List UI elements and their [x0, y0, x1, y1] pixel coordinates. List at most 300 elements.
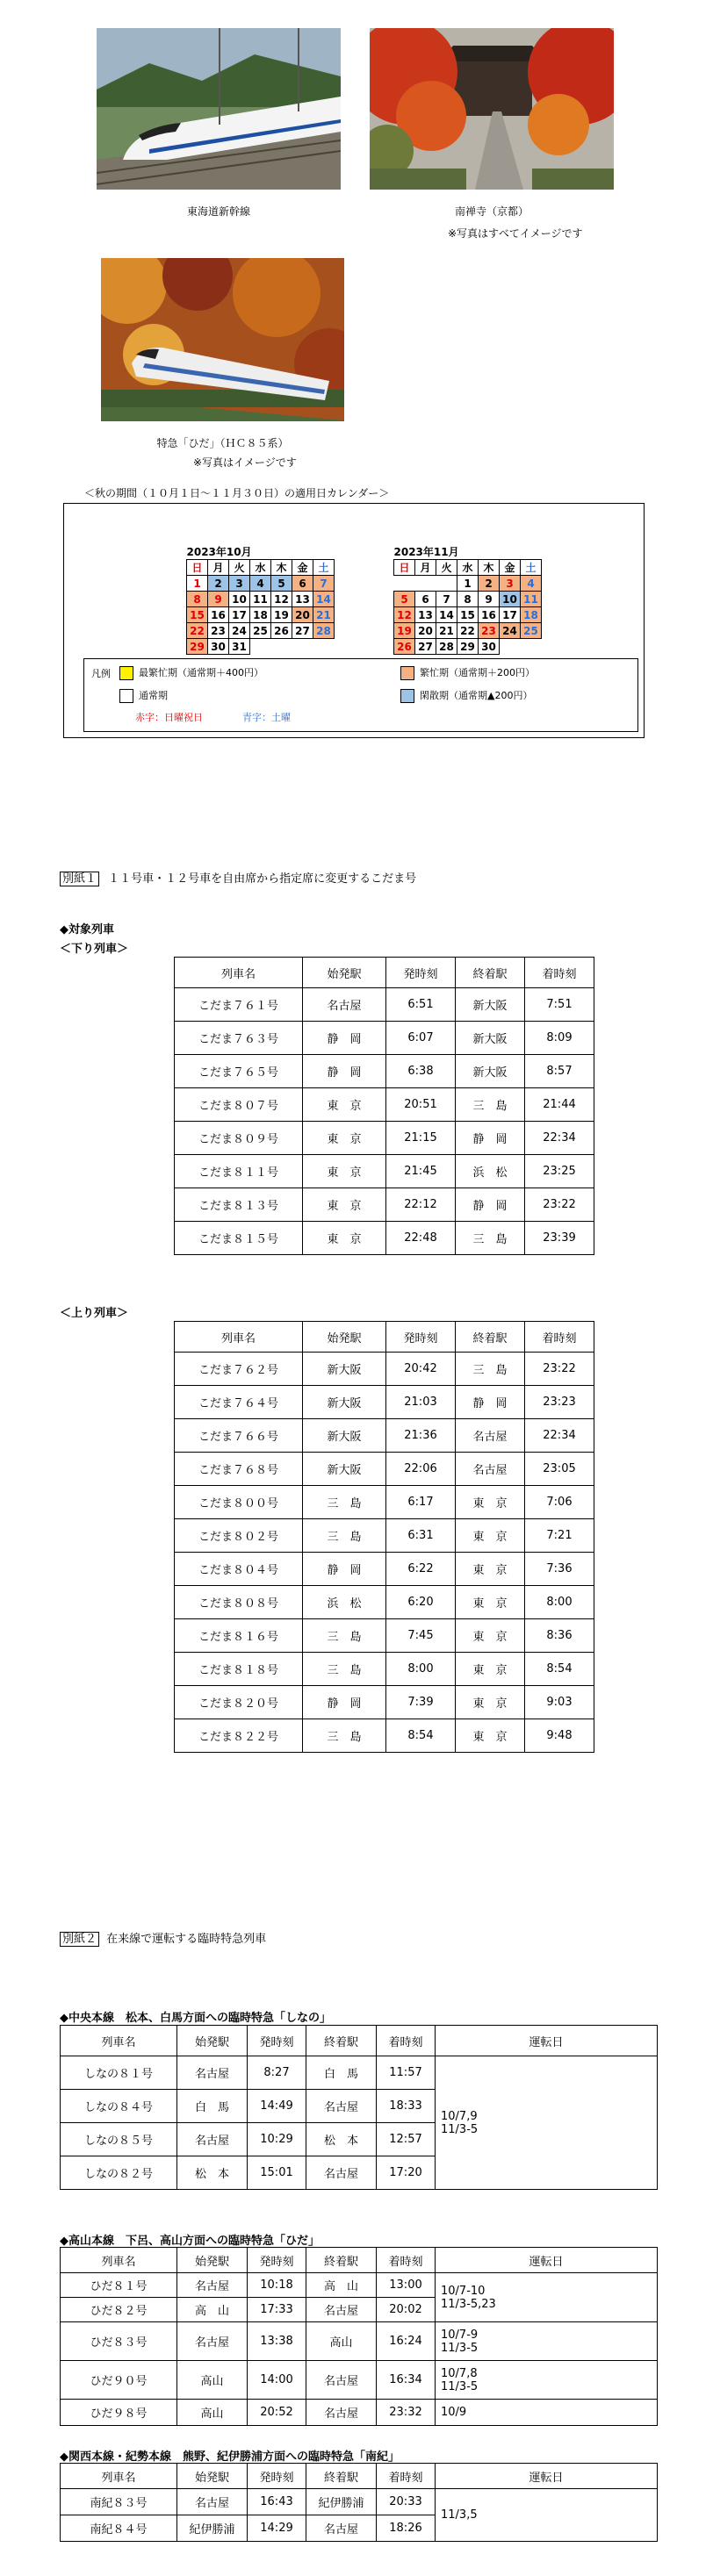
cell: 21:45 [386, 1155, 456, 1188]
nanki-table [60, 2463, 658, 2542]
cal-day: 17 [229, 607, 250, 623]
cell: 静 岡 [456, 1188, 525, 1222]
legend-busy-text: 繁忙期（通常期＋200円） [420, 667, 535, 678]
cell: 東 京 [456, 1519, 525, 1553]
table-row [175, 1419, 594, 1453]
cal-day: 9 [479, 592, 500, 607]
wd-fri: 金 [292, 560, 313, 576]
cell: 7:36 [525, 1553, 594, 1586]
cell: 14:49 [248, 2090, 306, 2123]
cell: 三 島 [303, 1519, 386, 1553]
legend-blue-note: 青字：土曜 [242, 712, 291, 723]
cal-day: 5 [394, 592, 415, 607]
cell: 新大阪 [456, 988, 525, 1022]
cell: 9:03 [525, 1686, 594, 1719]
cell: 22:34 [525, 1122, 594, 1155]
cal-day: 12 [271, 592, 292, 607]
cell: こだま８２２号 [175, 1719, 303, 1753]
cell: 14:29 [248, 2515, 306, 2542]
shinano-days [436, 2056, 658, 2190]
cell: こだま７６４号 [175, 1386, 303, 1419]
col-origin: 始発駅 [177, 2026, 248, 2056]
legend-off-text: 閑散期（通常期▲200円） [420, 690, 533, 701]
cell: 6:22 [386, 1553, 456, 1586]
down-trains-body [175, 988, 594, 1255]
cal-day: 27 [415, 639, 436, 655]
cal-day: 2 [208, 576, 229, 592]
table-row [175, 1619, 594, 1653]
col-arr: 着時刻 [377, 2464, 436, 2489]
cal-day: 29 [457, 639, 479, 655]
wd-thu: 木 [271, 560, 292, 576]
cell: 三 島 [303, 1486, 386, 1519]
hida-table [60, 2247, 658, 2426]
cell: 東 京 [456, 1586, 525, 1619]
cell: 10:18 [248, 2273, 306, 2298]
cal-day: 24 [500, 623, 521, 639]
cal-day: 30 [208, 639, 229, 655]
cell: 東 京 [303, 1122, 386, 1155]
cell: 名古屋 [306, 2156, 377, 2190]
col-origin: 始発駅 [177, 2248, 248, 2273]
cell: 東 京 [456, 1686, 525, 1719]
table-row [175, 1719, 594, 1753]
legend-normal [119, 688, 168, 703]
up-trains-table [174, 1321, 594, 1753]
up-trains-body [175, 1353, 594, 1753]
table-row [175, 1553, 594, 1586]
cell: 6:51 [386, 988, 456, 1022]
cell: 白 馬 [306, 2056, 377, 2090]
cell: ひだ９０号 [61, 2361, 177, 2400]
hida-days-90 [436, 2361, 658, 2400]
cal-day: 21 [436, 623, 457, 639]
cell: 23:05 [525, 1453, 594, 1486]
annex2-heading [60, 1929, 266, 1946]
legend-label: 凡例 [91, 668, 111, 679]
table-row [61, 2361, 658, 2400]
col-origin: 始発駅 [303, 1322, 386, 1353]
cell: 東 京 [456, 1619, 525, 1653]
col-dep: 発時刻 [248, 2464, 306, 2489]
cal-day: 26 [394, 639, 415, 655]
col-dep: 発時刻 [386, 958, 456, 988]
cal-day: 15 [457, 607, 479, 623]
wd-sun: 日 [394, 560, 415, 576]
table-row [61, 2273, 658, 2298]
cell: 東 京 [303, 1088, 386, 1122]
cal-day: 1 [457, 576, 479, 592]
table-row [61, 2056, 658, 2090]
cell: 紀伊勝浦 [177, 2515, 248, 2542]
legend-busy [400, 665, 535, 680]
cal-day: 18 [521, 607, 542, 623]
cell: 名古屋 [303, 988, 386, 1022]
cell: こだま８００号 [175, 1486, 303, 1519]
cell: 新大阪 [303, 1353, 386, 1386]
cal-day: 1 [187, 576, 208, 592]
wd-fri: 金 [500, 560, 521, 576]
legend-peak-text: 最繁忙期（通常期＋400円） [139, 667, 263, 678]
table-row [175, 1586, 594, 1619]
days-line: 11/3-5 [441, 2122, 479, 2136]
cell: 6:20 [386, 1586, 456, 1619]
cell: 21:36 [386, 1419, 456, 1453]
cell: 20:51 [386, 1088, 456, 1122]
col-dest: 終着駅 [306, 2464, 377, 2489]
table-row [61, 2489, 658, 2515]
cal-day: 2 [479, 576, 500, 592]
cell: こだま７６１号 [175, 988, 303, 1022]
cal-day: 8 [187, 592, 208, 607]
cal-day: 10 [229, 592, 250, 607]
cell: 13:00 [377, 2273, 436, 2298]
cal-day: 20 [292, 607, 313, 623]
hida-body [61, 2273, 658, 2426]
legend-peak [119, 665, 263, 680]
cal-day: 6 [415, 592, 436, 607]
cell: 南紀８４号 [61, 2515, 177, 2542]
cell: 高山 [177, 2400, 248, 2426]
table-header [61, 2464, 658, 2489]
table-row [175, 1653, 594, 1686]
cell: 8:57 [525, 1055, 594, 1088]
cell: 16:34 [377, 2361, 436, 2400]
cal-day: 9 [208, 592, 229, 607]
cell: 8:09 [525, 1022, 594, 1055]
days-line: 10/7-10 [441, 2284, 486, 2298]
cell: 紀伊勝浦 [306, 2489, 377, 2515]
cal-day: 16 [479, 607, 500, 623]
calendar-heading: ＜秋の期間（１０月１日～１１月３０日）の適用日カレンダー＞ [84, 487, 390, 499]
cal-day: 23 [208, 623, 229, 639]
cell: 7:21 [525, 1519, 594, 1553]
cal-day: 27 [292, 623, 313, 639]
cal-day: 7 [313, 576, 335, 592]
col-days: 運転日 [436, 2464, 658, 2489]
days-line: 10/7-9 [441, 2328, 479, 2342]
cell: 22:12 [386, 1188, 456, 1222]
busy-swatch [400, 666, 414, 680]
col-dep: 発時刻 [248, 2026, 306, 2056]
wd-sun: 日 [187, 560, 208, 576]
cell: ひだ９８号 [61, 2400, 177, 2426]
cal-day: 23 [479, 623, 500, 639]
cal-day: 22 [187, 623, 208, 639]
oct-title: 2023年10月 [186, 546, 252, 558]
legend-normal-text: 通常期 [139, 690, 168, 701]
cell: 名古屋 [456, 1419, 525, 1453]
cell: 新大阪 [303, 1453, 386, 1486]
cell: 21:44 [525, 1088, 594, 1122]
legend-red-note: 赤字：日曜祝日 [135, 712, 203, 723]
cal-day: 3 [500, 576, 521, 592]
cell: 東 京 [303, 1222, 386, 1255]
shinano-label: ◆中央本線 松本、白馬方面への臨時特急「しなの」 [60, 2012, 331, 2025]
cal-day: 20 [415, 623, 436, 639]
nanzenji-photo [370, 28, 614, 190]
cell: 静 岡 [303, 1686, 386, 1719]
hida-days-83 [436, 2322, 658, 2361]
cal-day: 30 [479, 639, 500, 655]
nanki-days: 11/3,5 [436, 2489, 658, 2542]
cell: 23:39 [525, 1222, 594, 1255]
col-days: 運転日 [436, 2026, 658, 2056]
legend-off [400, 688, 532, 703]
table-row [175, 1453, 594, 1486]
table-row [175, 988, 594, 1022]
cell: ひだ８２号 [61, 2298, 177, 2322]
cell: 三 島 [456, 1353, 525, 1386]
nanki-label: ◆関西本線・紀勢本線 熊野、紀伊勝浦方面への臨時特急「南紀」 [60, 2450, 400, 2464]
cell: 6:07 [386, 1022, 456, 1055]
cell: 8:36 [525, 1619, 594, 1653]
col-arr: 着時刻 [377, 2026, 436, 2056]
cell: 6:38 [386, 1055, 456, 1088]
table-row [175, 1122, 594, 1155]
col-train: 列車名 [61, 2026, 177, 2056]
cell: 新大阪 [303, 1386, 386, 1419]
cal-day: 3 [229, 576, 250, 592]
table-row [175, 1686, 594, 1719]
cell: 名古屋 [177, 2056, 248, 2090]
cell: 6:31 [386, 1519, 456, 1553]
calendar-october [186, 544, 335, 655]
cell: 18:33 [377, 2090, 436, 2123]
cell: 静 岡 [303, 1055, 386, 1088]
wd-wed: 水 [457, 560, 479, 576]
col-dest: 終着駅 [306, 2026, 377, 2056]
cell: こだま７６５号 [175, 1055, 303, 1088]
cell: 新大阪 [456, 1055, 525, 1088]
cell: 名古屋 [306, 2361, 377, 2400]
table-row [61, 2400, 658, 2426]
cal-day: 18 [250, 607, 271, 623]
cell: こだま８１８号 [175, 1653, 303, 1686]
cell: こだま８０４号 [175, 1553, 303, 1586]
cell: 名古屋 [306, 2090, 377, 2123]
off-swatch [400, 689, 414, 703]
cell: 松 本 [177, 2156, 248, 2190]
table-row [175, 1222, 594, 1255]
annex2-tag: 別紙２ [60, 1932, 99, 1947]
cell: 23:25 [525, 1155, 594, 1188]
cell: 静 岡 [456, 1386, 525, 1419]
cell: 8:27 [248, 2056, 306, 2090]
cell: 東 京 [456, 1553, 525, 1586]
normal-swatch [119, 689, 133, 703]
cal-day: 31 [229, 639, 250, 655]
down-label: ＜下り列車＞ [60, 943, 129, 956]
cell: 11:57 [377, 2056, 436, 2090]
cal-day: 13 [415, 607, 436, 623]
cell: 新大阪 [303, 1419, 386, 1453]
cal-day: 8 [457, 592, 479, 607]
cell: こだま８０９号 [175, 1122, 303, 1155]
annex1-tag: 別紙１ [60, 872, 99, 886]
calendar-november [393, 544, 542, 655]
cell: 新大阪 [456, 1022, 525, 1055]
cell: 静 岡 [303, 1022, 386, 1055]
col-days: 運転日 [436, 2248, 658, 2273]
cell: 南紀８３号 [61, 2489, 177, 2515]
cal-day: 22 [457, 623, 479, 639]
wd-thu: 木 [479, 560, 500, 576]
cell: 20:42 [386, 1353, 456, 1386]
cell: 21:15 [386, 1122, 456, 1155]
cell: 13:38 [248, 2322, 306, 2361]
cell: 東 京 [303, 1155, 386, 1188]
cell: しなの８４号 [61, 2090, 177, 2123]
days-line: 10/7,9 [441, 2109, 478, 2123]
cal-day: 4 [250, 576, 271, 592]
wd-sat: 土 [521, 560, 542, 576]
cell: こだま８０８号 [175, 1586, 303, 1619]
down-trains-table [174, 957, 594, 1255]
cell: 浜 松 [303, 1586, 386, 1619]
cell: 22:48 [386, 1222, 456, 1255]
wd-tue: 火 [436, 560, 457, 576]
wd-mon: 月 [415, 560, 436, 576]
col-origin: 始発駅 [177, 2464, 248, 2489]
col-dest: 終着駅 [456, 958, 525, 988]
cal-day: 28 [436, 639, 457, 655]
cal-day: 25 [521, 623, 542, 639]
days-line: 10/7,8 [441, 2366, 478, 2380]
cell: 14:00 [248, 2361, 306, 2400]
cal-day: 11 [250, 592, 271, 607]
cell: 7:06 [525, 1486, 594, 1519]
cell: 松 本 [306, 2123, 377, 2156]
cell: こだま７６３号 [175, 1022, 303, 1055]
col-train: 列車名 [61, 2248, 177, 2273]
peak-swatch [119, 666, 133, 680]
cell: 高山 [177, 2361, 248, 2400]
cell: 9:48 [525, 1719, 594, 1753]
table-row [175, 1486, 594, 1519]
cell: 名古屋 [306, 2298, 377, 2322]
cell: こだま７６６号 [175, 1419, 303, 1453]
cell: こだま８１５号 [175, 1222, 303, 1255]
cell: こだま８２０号 [175, 1686, 303, 1719]
table-row [175, 1088, 594, 1122]
cell: 20:33 [377, 2489, 436, 2515]
wd-tue: 火 [229, 560, 250, 576]
hida-days-98: 10/9 [436, 2400, 658, 2426]
cal-day: 13 [292, 592, 313, 607]
cal-day: 19 [271, 607, 292, 623]
cell: こだま８０２号 [175, 1519, 303, 1553]
annex1-title: １１号車・１２号車を自由席から指定席に変更するこだま号 [108, 872, 417, 886]
cell: 7:51 [525, 988, 594, 1022]
table-header [175, 958, 594, 988]
hida-label: ◆高山本線 下呂、高山方面への臨時特急「ひだ」 [60, 2235, 320, 2248]
cell: こだま８１１号 [175, 1155, 303, 1188]
cal-day: 14 [436, 607, 457, 623]
shinano-table [60, 2025, 658, 2190]
cell: 名古屋 [456, 1453, 525, 1486]
cell: 22:06 [386, 1453, 456, 1486]
cell: 高 山 [306, 2273, 377, 2298]
cal-day: 4 [521, 576, 542, 592]
col-train: 列車名 [61, 2464, 177, 2489]
cell: 23:22 [525, 1188, 594, 1222]
cell: 名古屋 [177, 2322, 248, 2361]
cell: 東 京 [456, 1719, 525, 1753]
cell: 三 島 [456, 1088, 525, 1122]
table-header [175, 1322, 594, 1353]
cal-day: 15 [187, 607, 208, 623]
cell: 10:29 [248, 2123, 306, 2156]
cell: 6:17 [386, 1486, 456, 1519]
shinano-body [61, 2056, 658, 2190]
photo-note-all: ※写真はすべてイメージです [448, 227, 583, 240]
cell: 8:54 [386, 1719, 456, 1753]
cal-day: 12 [394, 607, 415, 623]
cell: 20:52 [248, 2400, 306, 2426]
wd-mon: 月 [208, 560, 229, 576]
cell: 16:24 [377, 2322, 436, 2361]
cell: しなの８２号 [61, 2156, 177, 2190]
cell: 静 岡 [303, 1553, 386, 1586]
cal-day: 6 [292, 576, 313, 592]
cell: しなの８１号 [61, 2056, 177, 2090]
table-header [61, 2248, 658, 2273]
col-train: 列車名 [175, 958, 303, 988]
up-label: ＜上り列車＞ [60, 1307, 129, 1320]
cell: こだま８０７号 [175, 1088, 303, 1122]
cell: 三 島 [303, 1719, 386, 1753]
cal-day: 5 [271, 576, 292, 592]
cell: 16:43 [248, 2489, 306, 2515]
cal-day: 17 [500, 607, 521, 623]
cell: 三 島 [303, 1653, 386, 1686]
cell: 7:39 [386, 1686, 456, 1719]
col-arr: 着時刻 [525, 1322, 594, 1353]
col-dest: 終着駅 [456, 1322, 525, 1353]
cal-day: 21 [313, 607, 335, 623]
col-dep: 発時刻 [248, 2248, 306, 2273]
cell: 8:54 [525, 1653, 594, 1686]
cell: ひだ８１号 [61, 2273, 177, 2298]
cell: 浜 松 [456, 1155, 525, 1188]
table-row [175, 1519, 594, 1553]
cell: こだま７６２号 [175, 1353, 303, 1386]
cal-day: 26 [271, 623, 292, 639]
nanzenji-caption: 南禅寺（京都） [454, 205, 529, 218]
cell: 8:00 [525, 1586, 594, 1619]
cell: 18:26 [377, 2515, 436, 2542]
col-arr: 着時刻 [377, 2248, 436, 2273]
cell: 23:23 [525, 1386, 594, 1419]
cell: しなの８５号 [61, 2123, 177, 2156]
cell: 15:01 [248, 2156, 306, 2190]
cell: 高山 [306, 2322, 377, 2361]
target-label: ◆対象列車 [60, 923, 114, 936]
cell: 17:20 [377, 2156, 436, 2190]
hida-days-81-82 [436, 2273, 658, 2322]
cal-day: 16 [208, 607, 229, 623]
shinkansen-photo [97, 28, 341, 190]
col-dep: 発時刻 [386, 1322, 456, 1353]
cal-day: 29 [187, 639, 208, 655]
photo-note: ※写真はイメージです [193, 456, 297, 469]
days-line: 11/3-5 [441, 2379, 479, 2393]
cell: 高 山 [177, 2298, 248, 2322]
cell: こだま７６８号 [175, 1453, 303, 1486]
cell: 名古屋 [306, 2515, 377, 2542]
nov-title: 2023年11月 [393, 546, 459, 558]
